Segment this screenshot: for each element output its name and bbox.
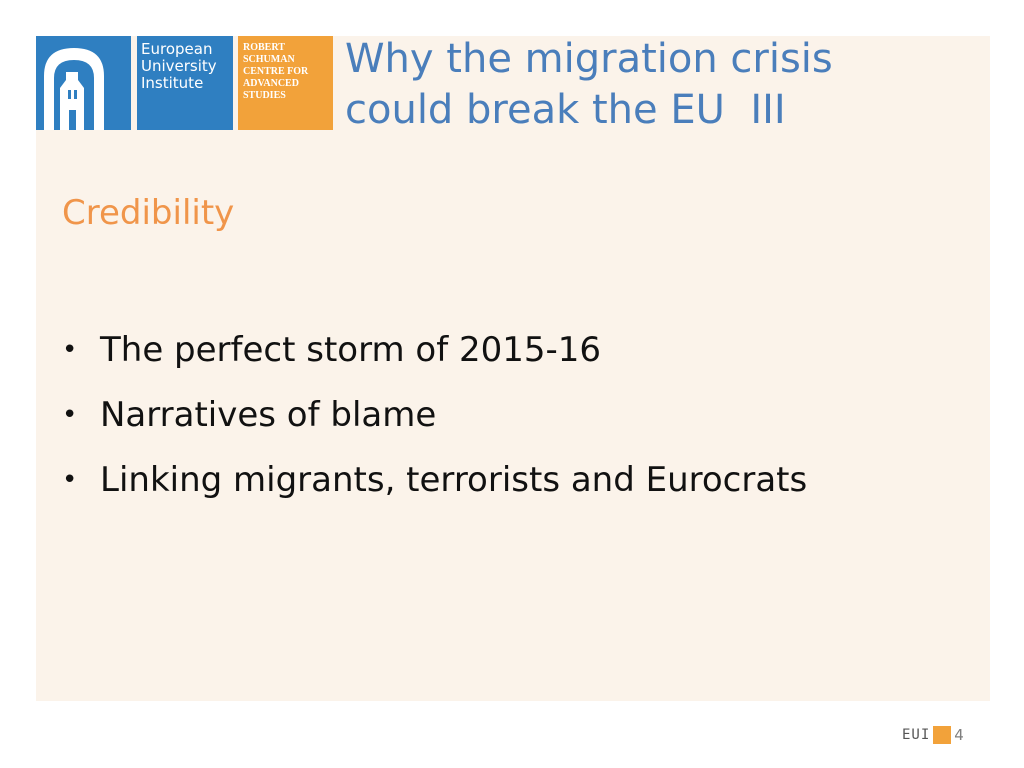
slide-title <box>345 34 985 136</box>
footer-square-icon <box>933 726 951 744</box>
bullet-item <box>62 448 962 513</box>
slide-title-line-1: Why the migration crisis <box>345 36 833 82</box>
rsc-line-1: ROBERT <box>243 42 285 53</box>
eui-line-1: European <box>141 40 213 58</box>
rsc-line-2: SCHUMAN <box>243 54 295 65</box>
bullet-text: Linking migrants, terrorists and Eurocrats <box>100 460 808 500</box>
bullet-dot-icon: • <box>62 335 78 365</box>
building-icon <box>36 36 131 130</box>
slide-title-line-2: could break the EU III <box>345 87 786 133</box>
bullet-item <box>62 383 962 448</box>
eui-line-3: Institute <box>141 74 204 92</box>
bullet-text: The perfect storm of 2015-16 <box>100 330 602 370</box>
eui-logo <box>36 36 233 130</box>
bullet-text: Narratives of blame <box>100 395 437 435</box>
bullet-item <box>62 318 962 383</box>
rsc-logo <box>238 36 333 130</box>
rsc-line-5: STUDIES <box>243 90 286 101</box>
bullet-list <box>62 318 962 513</box>
bullet-dot-icon: • <box>62 465 78 495</box>
footer-eui-logo <box>902 724 964 746</box>
eui-line-2: University <box>141 57 217 75</box>
eui-logo-text <box>137 36 233 130</box>
rsc-line-4: ADVANCED <box>243 78 299 89</box>
bullet-dot-icon: • <box>62 400 78 430</box>
footer-logo-text: EUI <box>902 727 931 743</box>
rsc-line-3: CENTRE FOR <box>243 66 309 77</box>
arch-tower-icon <box>36 36 131 130</box>
section-heading: Credibility <box>62 193 235 233</box>
page-number: 4 <box>954 726 964 744</box>
